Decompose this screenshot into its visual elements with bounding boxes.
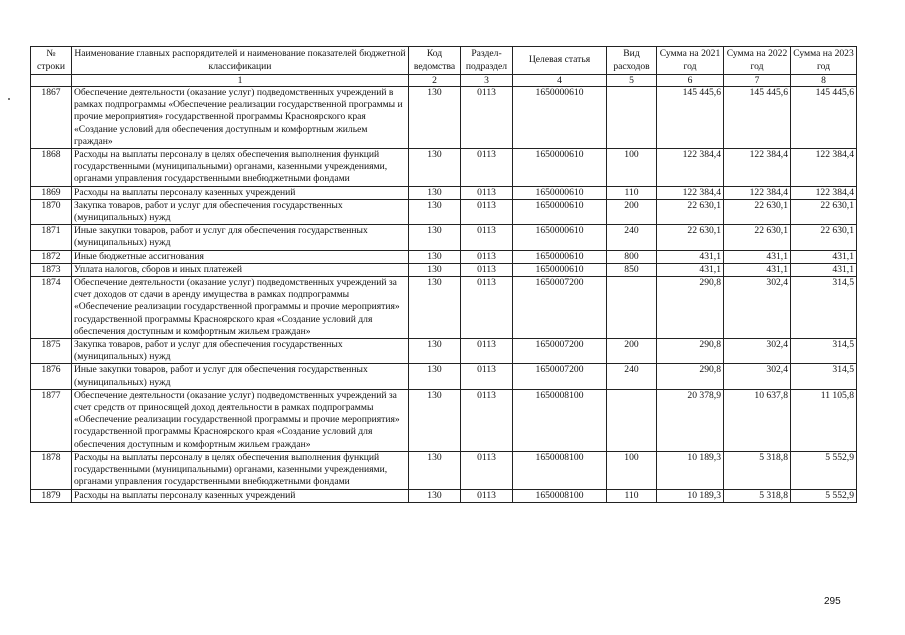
- row-sum-2023: 122 384,4: [791, 186, 857, 199]
- row-number: 1872: [31, 250, 72, 263]
- row-sum-2023: 431,1: [791, 250, 857, 263]
- table-row: [31, 186, 857, 199]
- table-row: [31, 489, 857, 502]
- header-dept: Код ведомства: [409, 47, 461, 75]
- row-section-code: 0113: [461, 489, 513, 502]
- row-target-article: 1650008100: [513, 389, 607, 451]
- row-sum-2022: 431,1: [724, 263, 791, 276]
- row-expense-type: 240: [607, 364, 657, 389]
- col-index-2: 2: [409, 75, 461, 87]
- row-name: Закупка товаров, работ и услуг для обеспечения государственных (муниципальных) нужд: [72, 199, 409, 224]
- row-dept-code: 130: [409, 225, 461, 250]
- table-row: [31, 339, 857, 364]
- header-sum-2022: Сумма на 2022 год: [724, 47, 791, 75]
- row-number: 1868: [31, 149, 72, 187]
- table-row: [31, 199, 857, 224]
- row-expense-type: 110: [607, 489, 657, 502]
- row-number: 1879: [31, 489, 72, 502]
- row-target-article: 1650000610: [513, 250, 607, 263]
- scan-speck: [8, 98, 10, 100]
- header-target: Целевая статья: [513, 47, 607, 75]
- row-sum-2023: 11 105,8: [791, 389, 857, 451]
- row-target-article: 1650000610: [513, 87, 607, 149]
- row-expense-type: 100: [607, 451, 657, 489]
- row-sum-2023: 431,1: [791, 263, 857, 276]
- row-sum-2022: 302,4: [724, 277, 791, 339]
- header-section: Раздел-подраздел: [461, 47, 513, 75]
- col-index-1: 1: [72, 75, 409, 87]
- table-row: [31, 263, 857, 276]
- row-dept-code: 130: [409, 339, 461, 364]
- row-target-article: 1650008100: [513, 451, 607, 489]
- row-number: 1870: [31, 199, 72, 224]
- row-name: Закупка товаров, работ и услуг для обеспечения государственных (муниципальных) нужд: [72, 339, 409, 364]
- budget-table: [30, 46, 857, 503]
- row-sum-2022: 22 630,1: [724, 225, 791, 250]
- row-expense-type: 100: [607, 149, 657, 187]
- row-section-code: 0113: [461, 364, 513, 389]
- row-sum-2022: 145 445,6: [724, 87, 791, 149]
- row-name: Иные бюджетные ассигнования: [72, 250, 409, 263]
- row-dept-code: 130: [409, 263, 461, 276]
- row-sum-2023: 122 384,4: [791, 149, 857, 187]
- row-sum-2023: 22 630,1: [791, 225, 857, 250]
- column-index-row: [31, 75, 857, 87]
- col-index-4: 4: [513, 75, 607, 87]
- row-section-code: 0113: [461, 149, 513, 187]
- row-sum-2022: 302,4: [724, 364, 791, 389]
- row-dept-code: 130: [409, 87, 461, 149]
- row-section-code: 0113: [461, 199, 513, 224]
- row-target-article: 1650007200: [513, 277, 607, 339]
- table-row: [31, 364, 857, 389]
- row-sum-2022: 10 637,8: [724, 389, 791, 451]
- row-dept-code: 130: [409, 250, 461, 263]
- row-section-code: 0113: [461, 250, 513, 263]
- table-row: [31, 250, 857, 263]
- row-name: Обеспечение деятельности (оказание услуг) подведомственных учреждений в рамках подпрограммы «Обеспечение реализации государственной программы и прочие мероприятия» государственной программы Красноярского края «Создание условий для обеспечения доступным и комфортным жильем граждан»: [72, 87, 409, 149]
- row-sum-2023: 5 552,9: [791, 451, 857, 489]
- row-name: Обеспечение деятельности (оказание услуг) подведомственных учреждений за счет доходов от сдачи в аренду имущества в рамках подпрограммы «Обеспечение реализации государственной программы и прочие мероприятия» государственной программы Красноярского края «Создание условий для обеспечения доступным и комфортным жильем граждан»: [72, 277, 409, 339]
- row-dept-code: 130: [409, 277, 461, 339]
- row-section-code: 0113: [461, 451, 513, 489]
- row-dept-code: 130: [409, 199, 461, 224]
- row-name: Расходы на выплаты персоналу в целях обеспечения выполнения функций государственными (муниципальными) органами, казенными учреждениями, органами управления государственными внебюджетными фондами: [72, 451, 409, 489]
- row-sum-2021: 10 189,3: [657, 451, 724, 489]
- row-name: Расходы на выплаты персоналу в целях обеспечения выполнения функций государственными (муниципальными) органами, казенными учреждениями, органами управления государственными внебюджетными фондами: [72, 149, 409, 187]
- row-section-code: 0113: [461, 339, 513, 364]
- row-sum-2021: 290,8: [657, 277, 724, 339]
- row-number: 1873: [31, 263, 72, 276]
- row-sum-2023: 314,5: [791, 339, 857, 364]
- table-header-row: [31, 47, 857, 75]
- row-expense-type: [607, 389, 657, 451]
- row-sum-2022: 5 318,8: [724, 489, 791, 502]
- page-number: 295: [824, 596, 841, 607]
- row-number: 1877: [31, 389, 72, 451]
- row-expense-type: 200: [607, 339, 657, 364]
- row-sum-2021: 122 384,4: [657, 186, 724, 199]
- row-sum-2022: 431,1: [724, 250, 791, 263]
- row-sum-2021: 122 384,4: [657, 149, 724, 187]
- row-section-code: 0113: [461, 389, 513, 451]
- row-expense-type: 200: [607, 199, 657, 224]
- col-index-5: 5: [607, 75, 657, 87]
- row-sum-2023: 314,5: [791, 277, 857, 339]
- row-target-article: 1650000610: [513, 199, 607, 224]
- row-number: 1878: [31, 451, 72, 489]
- header-sum-2021: Сумма на 2021 год: [657, 47, 724, 75]
- row-section-code: 0113: [461, 225, 513, 250]
- col-index-8: 8: [791, 75, 857, 87]
- table-row: [31, 149, 857, 187]
- row-target-article: 1650008100: [513, 489, 607, 502]
- row-sum-2021: 22 630,1: [657, 199, 724, 224]
- col-index-0: [31, 75, 72, 87]
- row-expense-type: 800: [607, 250, 657, 263]
- table-row: [31, 389, 857, 451]
- row-section-code: 0113: [461, 277, 513, 339]
- row-dept-code: 130: [409, 489, 461, 502]
- col-index-7: 7: [724, 75, 791, 87]
- row-name: Иные закупки товаров, работ и услуг для обеспечения государственных (муниципальных) нужд: [72, 364, 409, 389]
- row-sum-2021: 22 630,1: [657, 225, 724, 250]
- header-row-no: № строки: [31, 47, 72, 75]
- row-sum-2021: 431,1: [657, 250, 724, 263]
- row-dept-code: 130: [409, 389, 461, 451]
- row-number: 1871: [31, 225, 72, 250]
- row-target-article: 1650000610: [513, 263, 607, 276]
- row-sum-2022: 302,4: [724, 339, 791, 364]
- row-name: Обеспечение деятельности (оказание услуг) подведомственных учреждений за счет средств от приносящей доход деятельности в рамках подпрограммы «Обеспечение реализации государственной программы и прочие мероприятия» государственной программы Красноярского края «Создание условий для обеспечения доступным и комфортным жильем граждан»: [72, 389, 409, 451]
- row-sum-2022: 22 630,1: [724, 199, 791, 224]
- row-sum-2023: 145 445,6: [791, 87, 857, 149]
- row-section-code: 0113: [461, 263, 513, 276]
- header-sum-2023: Сумма на 2023 год: [791, 47, 857, 75]
- row-expense-type: [607, 87, 657, 149]
- row-dept-code: 130: [409, 364, 461, 389]
- row-target-article: 1650000610: [513, 149, 607, 187]
- row-sum-2023: 22 630,1: [791, 199, 857, 224]
- col-index-3: 3: [461, 75, 513, 87]
- table-row: [31, 225, 857, 250]
- row-target-article: 1650000610: [513, 225, 607, 250]
- row-expense-type: [607, 277, 657, 339]
- row-expense-type: 240: [607, 225, 657, 250]
- header-exp-type: Вид расходов: [607, 47, 657, 75]
- row-name: Иные закупки товаров, работ и услуг для обеспечения государственных (муниципальных) нужд: [72, 225, 409, 250]
- table-row: [31, 87, 857, 149]
- row-sum-2022: 5 318,8: [724, 451, 791, 489]
- row-section-code: 0113: [461, 186, 513, 199]
- row-section-code: 0113: [461, 87, 513, 149]
- row-dept-code: 130: [409, 149, 461, 187]
- row-number: 1875: [31, 339, 72, 364]
- row-target-article: 1650007200: [513, 364, 607, 389]
- row-sum-2021: 20 378,9: [657, 389, 724, 451]
- header-name: Наименование главных распорядителей и наименование показателей бюджетной классификации: [72, 47, 409, 75]
- row-name: Уплата налогов, сборов и иных платежей: [72, 263, 409, 276]
- row-expense-type: 850: [607, 263, 657, 276]
- row-number: 1869: [31, 186, 72, 199]
- budget-table-page: [30, 46, 856, 503]
- row-dept-code: 130: [409, 451, 461, 489]
- col-index-6: 6: [657, 75, 724, 87]
- row-number: 1867: [31, 87, 72, 149]
- row-number: 1874: [31, 277, 72, 339]
- row-sum-2021: 431,1: [657, 263, 724, 276]
- row-dept-code: 130: [409, 186, 461, 199]
- row-sum-2022: 122 384,4: [724, 149, 791, 187]
- row-sum-2023: 5 552,9: [791, 489, 857, 502]
- table-row: [31, 277, 857, 339]
- row-target-article: 1650007200: [513, 339, 607, 364]
- row-sum-2021: 290,8: [657, 339, 724, 364]
- row-sum-2021: 290,8: [657, 364, 724, 389]
- row-number: 1876: [31, 364, 72, 389]
- row-sum-2021: 145 445,6: [657, 87, 724, 149]
- row-expense-type: 110: [607, 186, 657, 199]
- row-sum-2021: 10 189,3: [657, 489, 724, 502]
- table-row: [31, 451, 857, 489]
- row-sum-2022: 122 384,4: [724, 186, 791, 199]
- row-sum-2023: 314,5: [791, 364, 857, 389]
- row-target-article: 1650000610: [513, 186, 607, 199]
- row-name: Расходы на выплаты персоналу казенных учреждений: [72, 186, 409, 199]
- row-name: Расходы на выплаты персоналу казенных учреждений: [72, 489, 409, 502]
